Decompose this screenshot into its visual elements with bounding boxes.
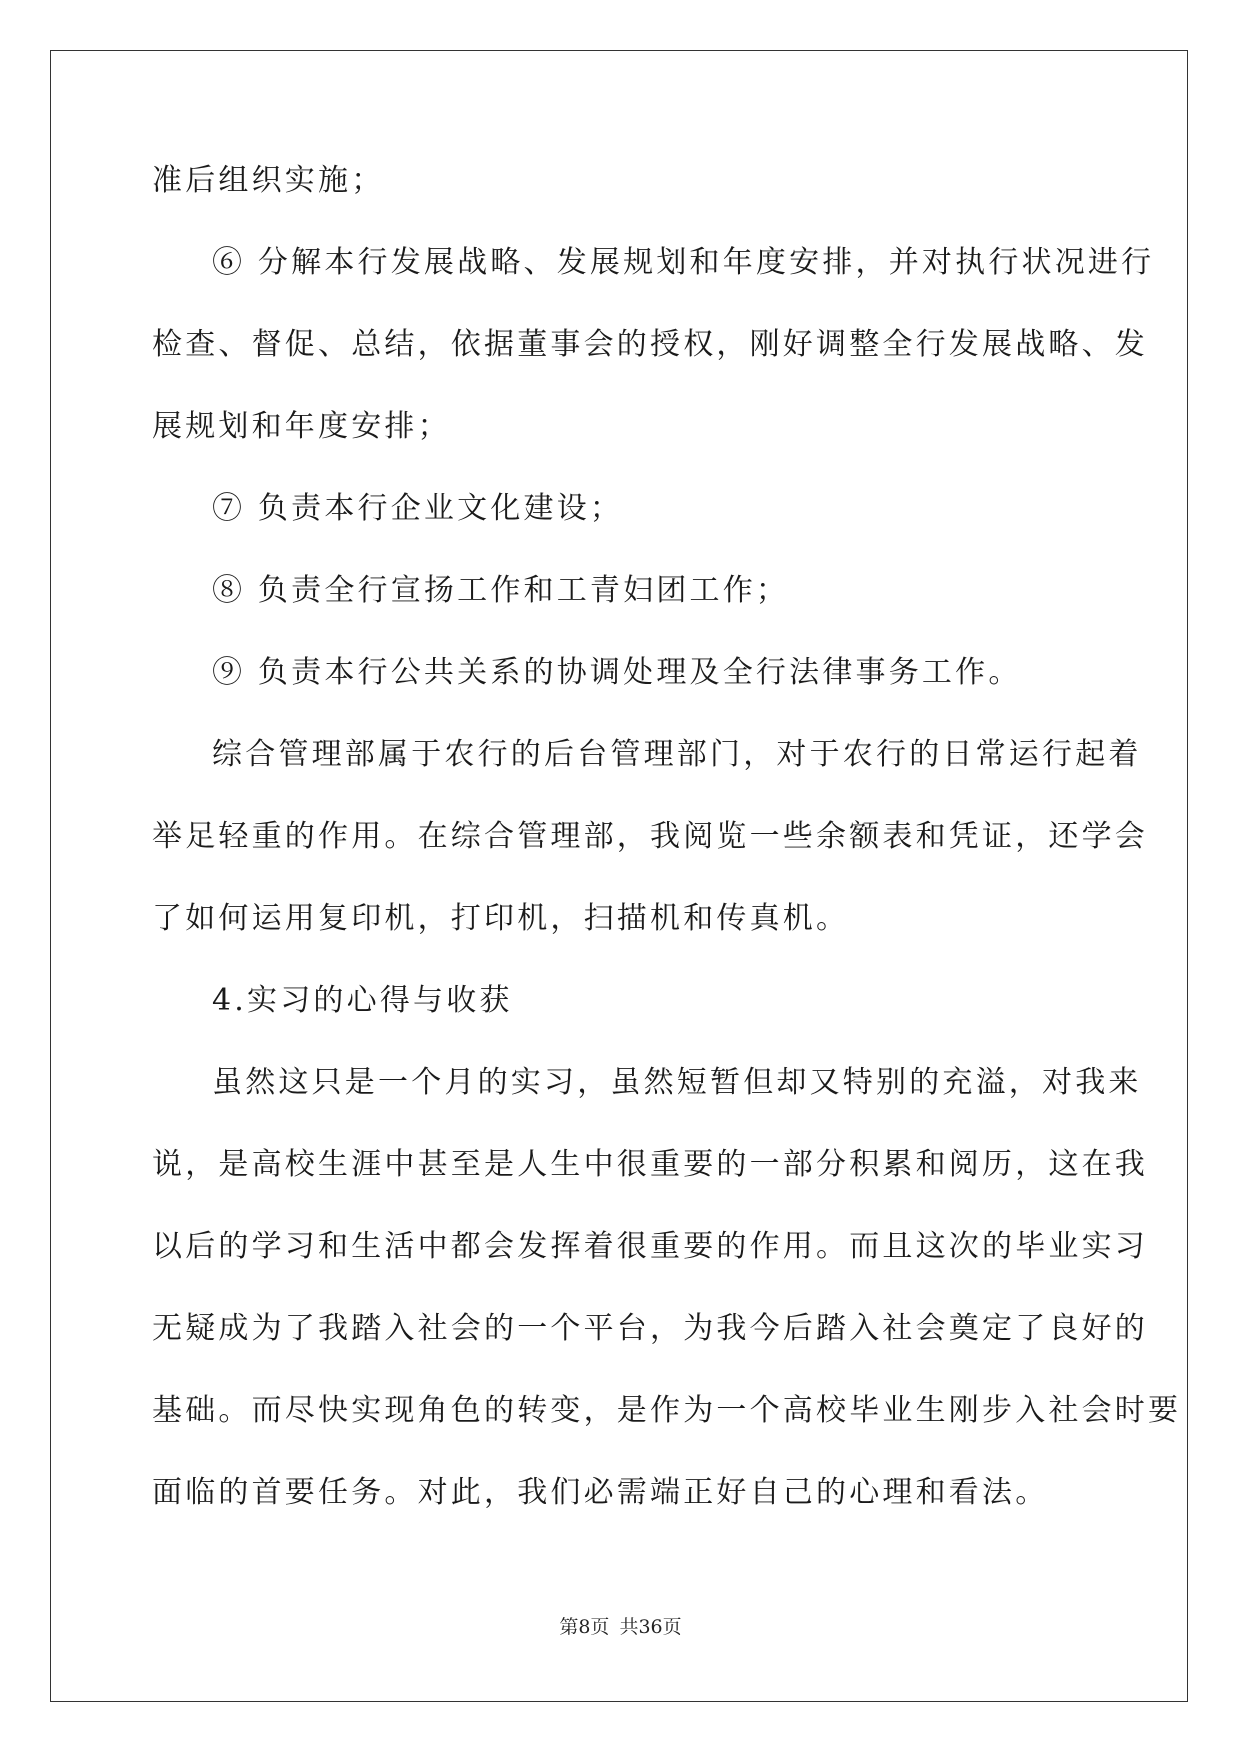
text-line: 4.实习的心得与收获 — [212, 983, 513, 1018]
page-total: 共36页 — [619, 1616, 682, 1638]
text-line: 举足轻重的作用。在综合管理部，我阅览一些余额表和凭证，还学会 — [152, 819, 1148, 854]
text-line: 综合管理部属于农行的后台管理部门，对于农行的日常运行起着 — [212, 737, 1142, 772]
page-footer — [0, 1612, 1241, 1639]
text-line: 虽然这只是一个月的实习，虽然短暂但却又特别的充溢，对我来 — [212, 1065, 1142, 1100]
page-number: 第8页 — [559, 1616, 610, 1638]
text-line: ⑨ 负责本行公共关系的协调处理及全行法律事务工作。 — [212, 655, 1022, 690]
text-line: 展规划和年度安排； — [152, 409, 451, 444]
text-line: ⑧ 负责全行宣扬工作和工青妇团工作； — [212, 573, 790, 608]
text-line: 基础。而尽快实现角色的转变，是作为一个高校毕业生刚步入社会时要 — [152, 1393, 1182, 1428]
text-line: 检查、督促、总结，依据董事会的授权，刚好调整全行发展战略、发 — [152, 327, 1148, 362]
text-line: 无疑成为了我踏入社会的一个平台，为我今后踏入社会奠定了良好的 — [152, 1311, 1148, 1346]
document-body — [152, 140, 1182, 1534]
text-line: 准后组织实施； — [152, 163, 385, 198]
text-line: 了如何运用复印机，打印机，扫描机和传真机。 — [152, 901, 850, 936]
text-line: ⑥ 分解本行发展战略、发展规划和年度安排，并对执行状况进行 — [212, 245, 1155, 280]
text-line: 说，是高校生涯中甚至是人生中很重要的一部分积累和阅历，这在我 — [152, 1147, 1148, 1182]
text-line: 以后的学习和生活中都会发挥着很重要的作用。而且这次的毕业实习 — [152, 1229, 1148, 1264]
text-line: ⑦ 负责本行企业文化建设； — [212, 491, 624, 526]
text-line: 面临的首要任务。对此，我们必需端正好自己的心理和看法。 — [152, 1475, 1049, 1510]
